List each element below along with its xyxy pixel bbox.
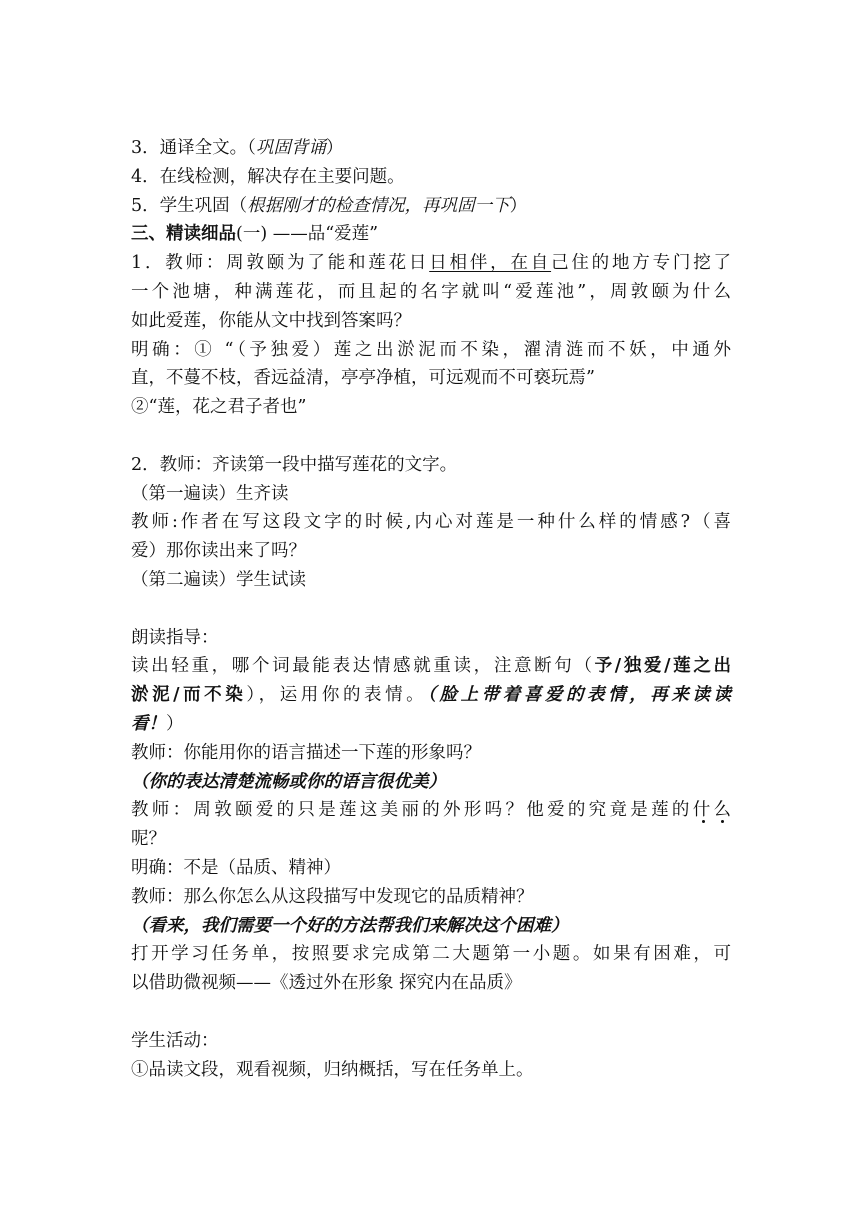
text-line: （第二遍读）学生试读 <box>131 569 306 590</box>
text-line: 以借助微视频——《透过外在形象 探究内在品质》 <box>131 973 522 994</box>
text-line: 教师：周敦颐爱的只是莲这美丽的外形吗？他爱的究竟是莲的什么 <box>131 800 732 821</box>
text-line: ①品读文段，观看视频，归纳概括，写在任务单上。 <box>131 1059 534 1080</box>
document-body <box>131 134 731 1084</box>
bold-text: 淤泥/而不染 <box>131 685 247 706</box>
text-line: 一个池塘，种满莲花，而且起的名字就叫“爱莲池”，周敦颐为什么 <box>131 281 731 302</box>
text-line: 2．教师：齐读第一段中描写莲花的文字。 <box>131 454 458 475</box>
bold-text: 予/独爱/莲之出 <box>594 656 731 677</box>
blank-line <box>131 422 731 451</box>
text-line: 明确：不是（品质、精神） <box>131 857 341 878</box>
text-line: 打开学习任务单，按照要求完成第二大题第一小题。如果有困难，可 <box>131 944 731 965</box>
text-line: 3．通译全文。（巩固背诵） <box>131 138 344 158</box>
text-line: 如此爱莲，你能从文中找到答案吗？ <box>131 310 411 331</box>
text-line: 5．学生巩固（根据刚才的检查情况，再巩固一下） <box>131 195 528 216</box>
section-heading: 三、精读细品(一) ——品“爱莲” <box>131 224 379 245</box>
bold-italic-note: （看来，我们需要一个好的方法帮我们来解决这个困难） <box>131 915 569 936</box>
text-line: 直，不蔓不枝，香远益清，亭亭净植，可远观而不可亵玩焉” <box>131 368 595 389</box>
text-line: 4．在线检测，解决存在主要问题。 <box>131 166 405 187</box>
emphasis-dot-text: 什 <box>692 800 714 821</box>
text-line: 爱）那你读出来了吗？ <box>131 541 306 562</box>
text-line: 看！） <box>131 713 184 734</box>
text-line: 朗读指导： <box>131 627 219 648</box>
bold-italic-note: （脸上带着喜爱的表情，再来读读 <box>427 685 731 706</box>
text-line: 教师：那么你怎么从这段描写中发现它的品质精神？ <box>131 886 534 907</box>
italic-note: 巩固背诵 <box>255 138 326 158</box>
blank-line <box>131 998 731 1027</box>
blank-line <box>131 595 731 624</box>
text-line: 学生活动： <box>131 1030 219 1051</box>
text-line: 教师:作者在写这段文字的时候,内心对莲是一种什么样的情感?（喜 <box>131 512 731 533</box>
italic-note: 根据刚才的检查情况，再巩固一下 <box>247 195 510 216</box>
text-line: 1．教师：周敦颐为了能和莲花日日相伴，在自己住的地方专门挖了 <box>131 253 732 274</box>
text-line: 读出轻重，哪个词最能表达情感就重读，注意断句（予/独爱/莲之出 <box>131 656 731 677</box>
text-line: 淤泥/而不染），运用你的表情。（脸上带着喜爱的表情，再来读读 <box>131 685 731 706</box>
bold-italic-note: （你的表达清楚流畅或你的语言很优美） <box>131 771 446 792</box>
text-line: （第一遍读）生齐读 <box>131 483 289 504</box>
emphasis-dot-text: 么 <box>713 800 732 821</box>
underlined-text: 日相伴，在自 <box>429 253 552 274</box>
text-line: 呢？ <box>131 829 166 850</box>
text-line: 教师：你能用你的语言描述一下莲的形象吗？ <box>131 742 481 763</box>
text-line: 明确：① “（予独爱）莲之出淤泥而不染，濯清涟而不妖，中通外 <box>131 339 731 360</box>
bold-italic-note: 看！ <box>131 713 166 734</box>
text-line: ②“莲，花之君子者也” <box>131 397 307 418</box>
